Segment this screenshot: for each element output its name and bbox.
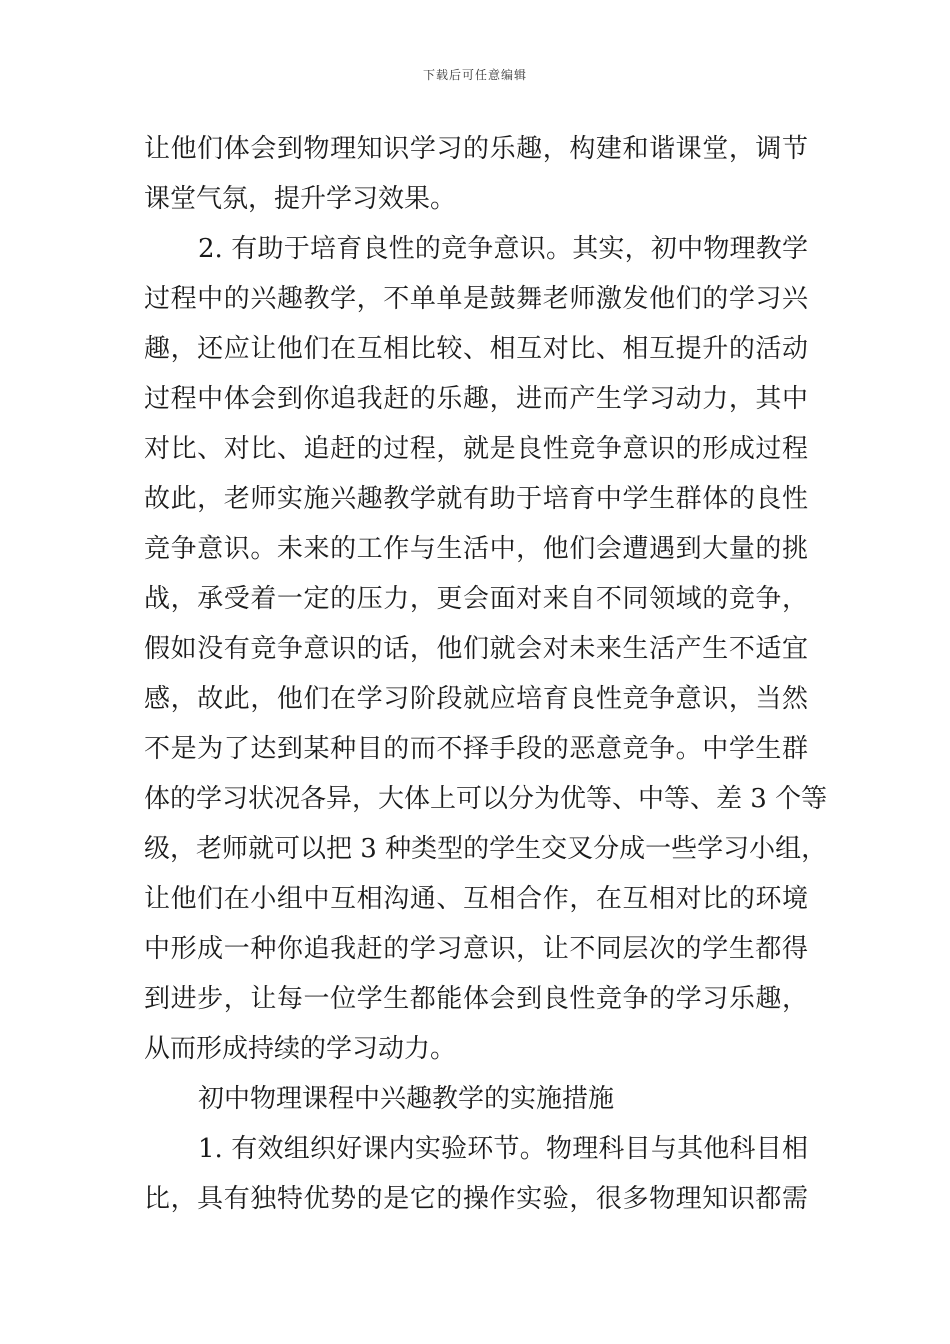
text-line: 对比、对比、追赶的过程，就是良性竞争意识的形成过程 <box>144 434 808 464</box>
page-header-note: 下载后可任意编辑 <box>422 68 527 82</box>
text-line: 让他们在小组中互相沟通、互相合作，在互相对比的环境 <box>144 884 808 914</box>
text-line: 体的学习状况各异，大体上可以分为优等、中等、差 3 个等 <box>144 784 828 814</box>
text-line: 2. 有助于培育良性的竞争意识。其实，初中物理教学 <box>198 234 808 264</box>
text-line: 过程中体会到你追我赶的乐趣，进而产生学习动力，其中 <box>144 384 808 414</box>
text-line: 从而形成持续的学习动力。 <box>144 1034 457 1064</box>
text-line: 级，老师就可以把 3 种类型的学生交叉分成一些学习小组， <box>144 834 828 864</box>
document-body <box>144 124 828 1224</box>
text-line: 战，承受着一定的压力，更会面对来自不同领域的竞争， <box>144 584 808 614</box>
text-line: 不是为了达到某种目的而不择手段的恶意竞争。中学生群 <box>144 734 808 764</box>
text-line: 趣，还应让他们在互相比较、相互对比、相互提升的活动 <box>144 334 808 364</box>
text-line: 感，故此，他们在学习阶段就应培育良性竞争意识，当然 <box>144 684 808 714</box>
text-line: 1. 有效组织好课内实验环节。物理科目与其他科目相 <box>198 1134 808 1164</box>
text-line: 过程中的兴趣教学，不单单是鼓舞老师激发他们的学习兴 <box>144 284 808 314</box>
text-line: 课堂气氛，提升学习效果。 <box>144 184 457 214</box>
text-line: 让他们体会到物理知识学习的乐趣，构建和谐课堂，调节 <box>144 134 808 164</box>
text-line: 竞争意识。未来的工作与生活中，他们会遭遇到大量的挑 <box>144 534 808 564</box>
text-line: 中形成一种你追我赶的学习意识，让不同层次的学生都得 <box>144 934 808 964</box>
text-line: 到进步，让每一位学生都能体会到良性竞争的学习乐趣， <box>144 984 808 1014</box>
text-line: 假如没有竞争意识的话，他们就会对未来生活产生不适宜 <box>144 634 808 664</box>
text-line: 比，具有独特优势的是它的操作实验，很多物理知识都需 <box>144 1184 808 1214</box>
section-heading: 初中物理课程中兴趣教学的实施措施 <box>198 1084 615 1114</box>
text-line: 故此，老师实施兴趣教学就有助于培育中学生群体的良性 <box>144 484 808 514</box>
